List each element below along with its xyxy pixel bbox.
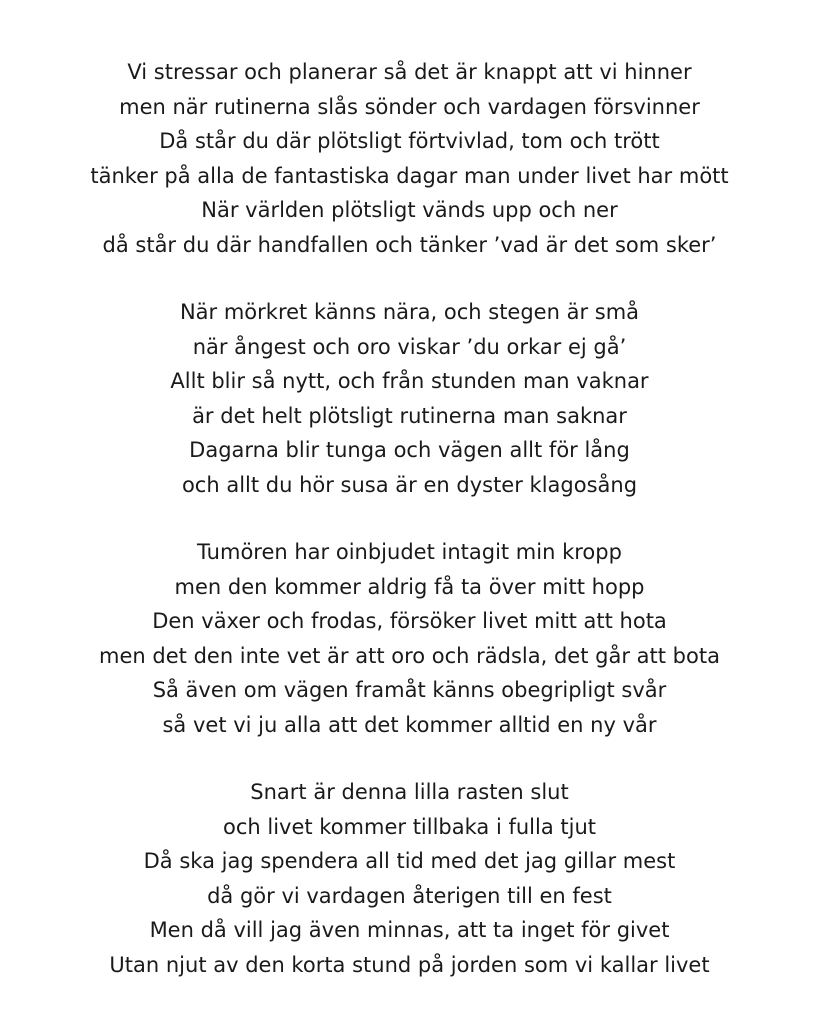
poem-line: Då står du där plötsligt förtvivlad, tom och trött xyxy=(159,129,660,153)
poem-line: är det helt plötsligt rutinerna man saknar xyxy=(192,403,627,428)
poem-line: Dagarna blir tunga och vägen allt för lång xyxy=(189,438,630,462)
poem-line: Vi stressar och planerar så det är knappt att vi hinner xyxy=(127,60,692,84)
poem-line: Tumören har oinbjudet intagit min kropp xyxy=(197,540,622,564)
poem-line: När mörkret känns nära, och stegen är små xyxy=(179,300,640,324)
poem-line: Så även om vägen framåt känns obegripligt svår xyxy=(152,678,667,702)
poem-line: tänker på alla de fantastiska dagar man under livet har mött xyxy=(90,163,729,188)
poem-line: Snart är denna lilla rasten slut xyxy=(250,780,569,804)
poem-line: Då ska jag spendera all tid med det jag gillar mest xyxy=(143,849,676,873)
poem-line: men den kommer aldrig få ta över mitt hopp xyxy=(174,574,645,599)
poem-line: då gör vi vardagen återigen till en fest xyxy=(207,883,612,908)
poem-line: och allt du hör susa är en dyster klagosång xyxy=(181,472,638,497)
poem-line: då står du där handfallen och tänker ’vad är det som sker’ xyxy=(102,232,717,257)
poem-line: och livet kommer tillbaka i fulla tjut xyxy=(222,814,597,839)
poem-line: Den växer och frodas, försöker livet mitt att hota xyxy=(152,609,667,633)
poem-line: När världen plötsligt vänds upp och ner xyxy=(201,198,618,222)
poem xyxy=(0,55,819,1015)
poem-line: så vet vi ju alla att det kommer alltid en ny vår xyxy=(162,712,657,737)
poem-line: när ångest och oro viskar ’du orkar ej gå’ xyxy=(192,334,627,359)
poem-line: men det den inte vet är att oro och rädsla, det går att bota xyxy=(99,643,720,668)
poem-line: Men då vill jag även minnas, att ta inget för givet xyxy=(149,918,670,942)
stanza-4 xyxy=(0,775,819,982)
stanza-2 xyxy=(0,295,819,502)
stanza-3 xyxy=(0,535,819,742)
poem-line: men när rutinerna slås sönder och vardagen försvinner xyxy=(119,94,700,119)
poem-line: Allt blir så nytt, och från stunden man vaknar xyxy=(170,369,649,393)
stanza-1 xyxy=(0,55,819,262)
poem-line: Utan njut av den korta stund på jorden som vi kallar livet xyxy=(109,952,710,977)
